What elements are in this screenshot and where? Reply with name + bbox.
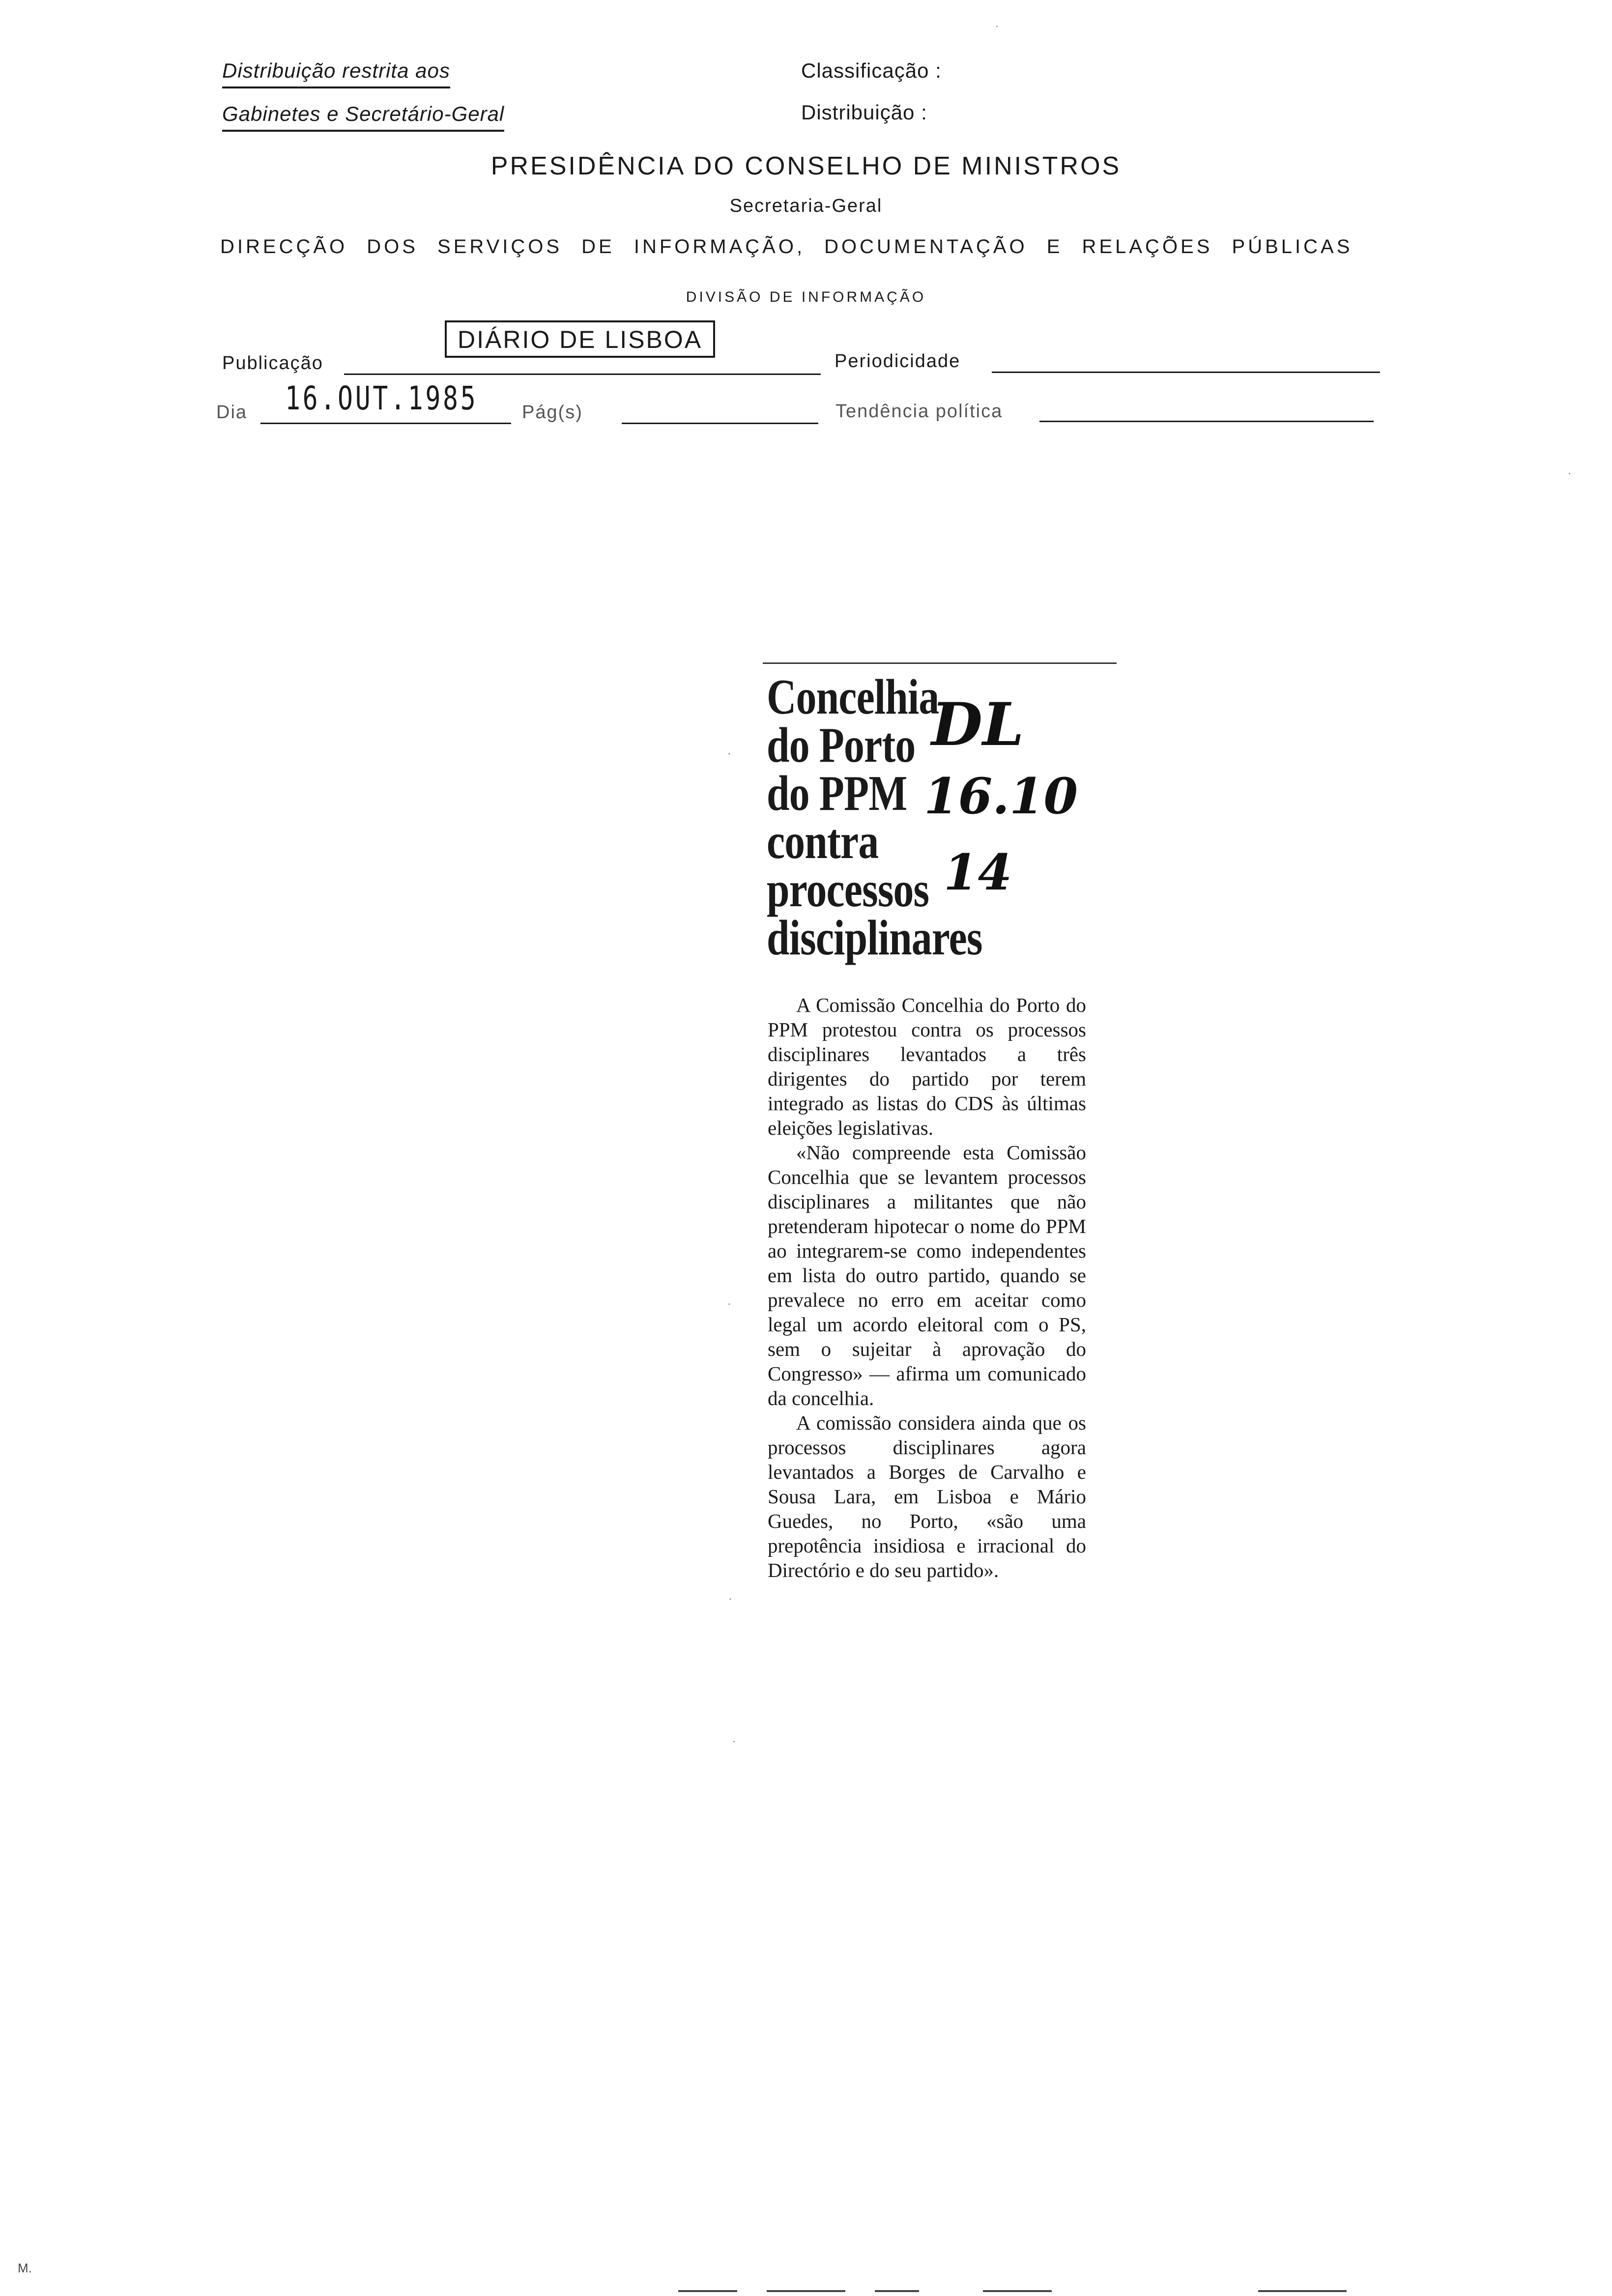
distribution-label: Distribuição :	[801, 101, 927, 124]
scan-noise	[767, 2290, 845, 2292]
tendency-rule	[1039, 421, 1374, 422]
periodicity-label: Periodicidade	[835, 351, 961, 372]
direction-title: DIRECÇÃO DOS SERVIÇOS DE INFORMAÇÃO, DOCUMENTAÇÃO E RELAÇÕES PÚBLICAS	[220, 236, 1353, 258]
headline-line: Concelhia	[767, 669, 939, 725]
headline-line: contra	[767, 814, 879, 869]
day-label: Dia	[216, 402, 248, 423]
pages-label: Pág(s)	[522, 402, 583, 423]
article-paragraph: A Comissão Concelhia do Porto do PPM protestou contra os processos disciplinares levantados a três dirigentes do partido por terem integrado as listas do CDS às últimas eleições legislativas.	[768, 994, 1086, 1139]
scan-speck: ·	[732, 1735, 736, 1747]
periodicity-rule	[992, 372, 1380, 373]
institution-title: PRESIDÊNCIA DO CONSELHO DE MINISTROS	[490, 152, 1122, 180]
article-paragraph: A comissão considera ainda que os processos disciplinares agora levantados a Borges de Carvalho e Sousa Lara, em Lisboa e Mário Guedes, no Porto, «são uma prepotência insidiosa e irracional do Directório e do seu partido».	[768, 1411, 1086, 1581]
restricted-distribution-line1: Distribuição restrita aos	[222, 59, 450, 88]
date-rule	[260, 423, 511, 424]
article-paragraph: «Não compreende esta Comissão Concelhia que se levantem processos disciplinares a militantes que não pretenderam hipotecar o nome do PPM ao integrarem-se como independentes em lista do outro partido, quando se prevalece no erro em aceitar como legal um acordo eleitoral com o PS, sem o sujeitar à aprovação do Congresso» — afirma um comunicado da concelhia.	[768, 1141, 1086, 1409]
scan-speck: ·	[995, 20, 999, 32]
publication-label: Publicação	[222, 353, 323, 373]
publication-stamp: DIÁRIO DE LISBOA	[445, 320, 715, 358]
scan-speck: ·	[728, 1592, 732, 1605]
headline-line: do PPM	[767, 766, 907, 821]
handwritten-annotation: 14	[944, 843, 1012, 901]
scan-noise	[983, 2290, 1052, 2292]
headline-line: do Porto	[767, 718, 916, 773]
scan-speck: ·	[727, 747, 731, 759]
handwritten-date: 16.10	[924, 767, 1078, 825]
scan-noise	[678, 2290, 737, 2292]
tendency-label: Tendência política	[835, 401, 1003, 422]
headline-line: disciplinares	[767, 910, 982, 966]
classification-label: Classificação :	[801, 59, 942, 82]
scan-noise	[1258, 2290, 1347, 2292]
pages-rule	[622, 423, 818, 424]
secretariat-title: Secretaria-Geral	[729, 196, 883, 216]
restricted-distribution-line2: Gabinetes e Secretário-Geral	[222, 102, 504, 132]
scan-speck: ·	[1568, 467, 1572, 479]
headline-line: processos	[767, 862, 929, 918]
date-stamp: 16.OUT.1985	[285, 379, 478, 417]
publication-rule	[344, 373, 821, 375]
scan-noise	[875, 2290, 919, 2292]
corner-mark: M.	[18, 2261, 32, 2275]
scan-speck: ·	[727, 1297, 731, 1310]
clipping-top-rule	[763, 662, 1117, 664]
division-title: DIVISÃO DE INFORMAÇÃO	[686, 289, 926, 305]
article-body	[768, 993, 1086, 1582]
handwritten-source: DL	[931, 690, 1024, 759]
